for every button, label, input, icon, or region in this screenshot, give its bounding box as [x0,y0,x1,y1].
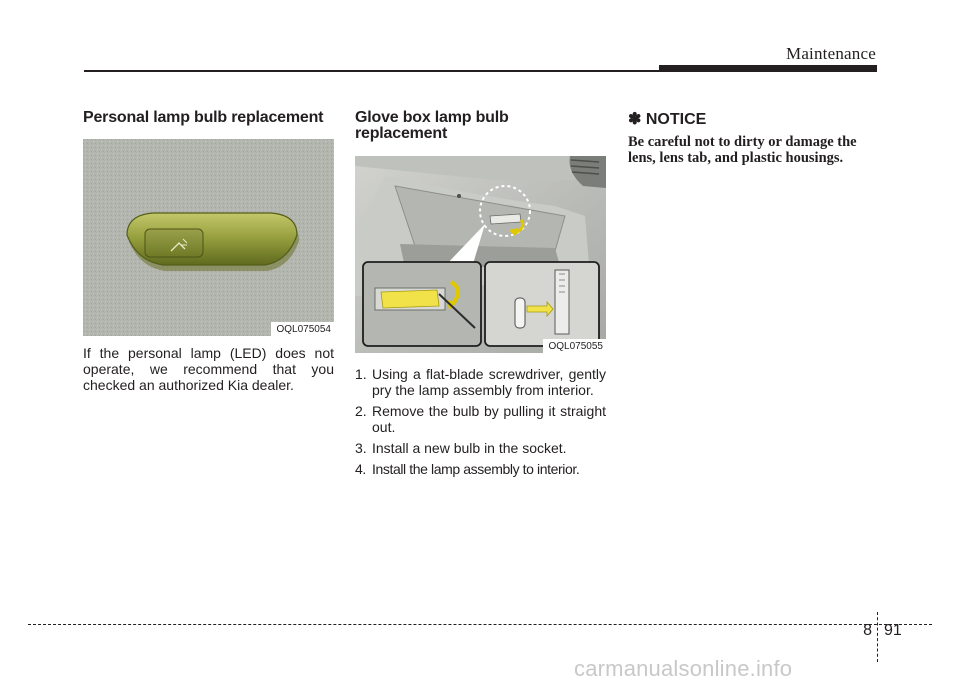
personal-lamp-figure-code: OQL075054 [271,322,335,336]
footer-divider [877,612,878,662]
personal-lamp-figure [83,139,334,336]
watermark: carmanualsonline.info [574,656,793,681]
glove-box-title-line2: replacement [355,125,448,142]
glove-box-figure-code: OQL075055 [543,339,607,353]
personal-lamp-section [83,110,334,393]
list-item: 1. Using a flat-blade screwdriver, gently pry the lamp assembly from interior. [355,366,606,398]
notice-title [628,110,879,130]
list-item: 3. Install a new bulb in the socket. [355,440,567,456]
personal-lamp-body: If the personal lamp (LED) does not operate, we recommend that you checked an authorized Kia dealer. [83,345,334,393]
list-item: 2. Remove the bulb by pulling it straight out. [355,403,606,435]
glove-box-illustration [355,156,606,353]
header-rule-thick [659,65,877,72]
page-number: 91 [884,622,902,639]
header-rule [84,70,664,72]
section-title: Maintenance [786,44,876,63]
list-item: 4. Install the lamp assembly to interior. [355,461,580,477]
personal-lamp-title: Personal lamp bulb replacement [83,109,324,126]
glove-box-title-line1: Glove box lamp bulb [355,109,509,126]
notice-title-text: NOTICE [645,111,707,128]
glove-box-title [355,110,606,142]
glove-box-section [355,110,606,482]
notice-body: Be careful not to dirty or damage the lens, lens tab, and plastic housings. [628,134,857,166]
notice-symbol-icon: ✽ [628,111,642,128]
glove-box-figure [355,156,606,353]
notice-section [628,110,879,166]
footer-rule [28,624,932,625]
glove-box-steps [355,366,606,477]
chapter-number: 8 [863,622,872,639]
personal-lamp-illustration [83,139,334,336]
